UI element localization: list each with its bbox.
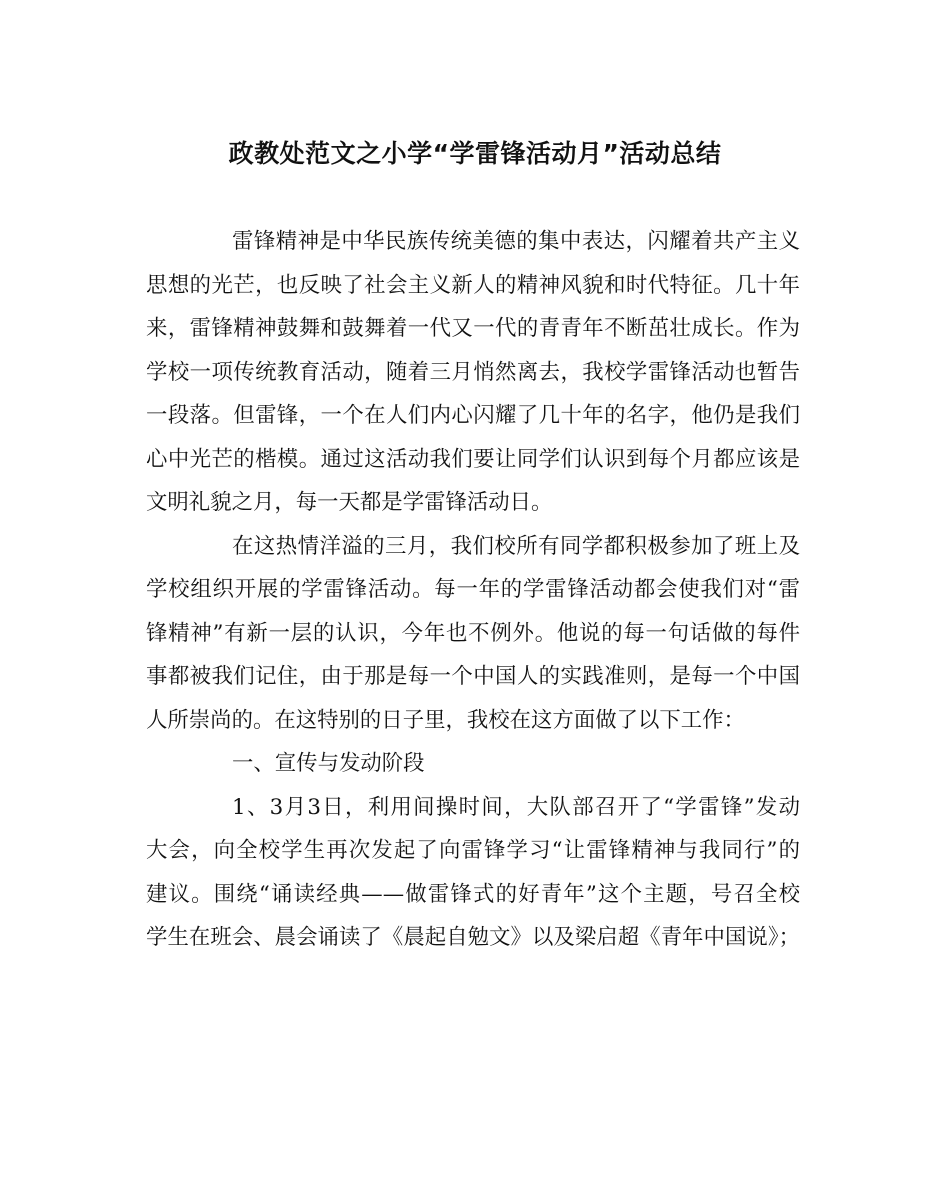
text-line: 学校组织开展的学雷锋活动。每一年的学雷锋活动都会使我们对“雷 [146, 577, 800, 602]
text-line: 建议。围绕“诵读经典——做雷锋式的好青年”这个主题，号召全校 [146, 881, 800, 907]
text-line: 大会，向全校学生再次发起了向雷锋学习“让雷锋精神与我同行”的 [146, 838, 800, 863]
section-heading: 一、宣传与发动阶段 [232, 751, 425, 776]
text-line: 思想的光芒，也反映了社会主义新人的精神风貌和时代特征。几十年 [146, 272, 800, 298]
text-line: 来，雷锋精神鼓舞和鼓舞着一代又一代的青青年不断茁壮成长。作为 [146, 316, 800, 341]
text-line: 心中光芒的楷模。通过这活动我们要让同学们认识到每个月都应该是 [146, 446, 800, 472]
text-line: 1、3月3日，利用间操时间，大队部召开了“学雷锋”发动 [232, 794, 800, 820]
text-line: 文明礼貌之月，每一天都是学雷锋活动日。 [146, 490, 553, 515]
text-line: 雷锋精神是中华民族传统美德的集中表达，闪耀着共产主义 [232, 229, 800, 254]
document-body [146, 220, 800, 960]
text-line: 一段落。但雷锋，一个在人们内心闪耀了几十年的名字，他仍是我们 [146, 403, 800, 428]
text-line: 学校一项传统教育活动，随着三月悄然离去，我校学雷锋活动也暂告 [146, 359, 800, 385]
text-line: 锋精神”有新一层的认识，今年也不例外。他说的每一句话做的每件 [146, 620, 800, 646]
text-line: 在这热情洋溢的三月，我们校所有同学都积极参加了班上及 [232, 533, 800, 559]
text-line: 人所崇尚的。在这特别的日子里，我校在这方面做了以下工作： [146, 707, 745, 733]
document-title: 政教处范文之小学“学雷锋活动月”活动总结 [228, 139, 722, 168]
text-line: 事都被我们记住，由于那是每一个中国人的实践准则，是每一个中国 [146, 664, 800, 689]
text-line: 学生在班会、晨会诵读了《晨起自勉文》以及梁启超《青年中国说》； [146, 925, 800, 950]
